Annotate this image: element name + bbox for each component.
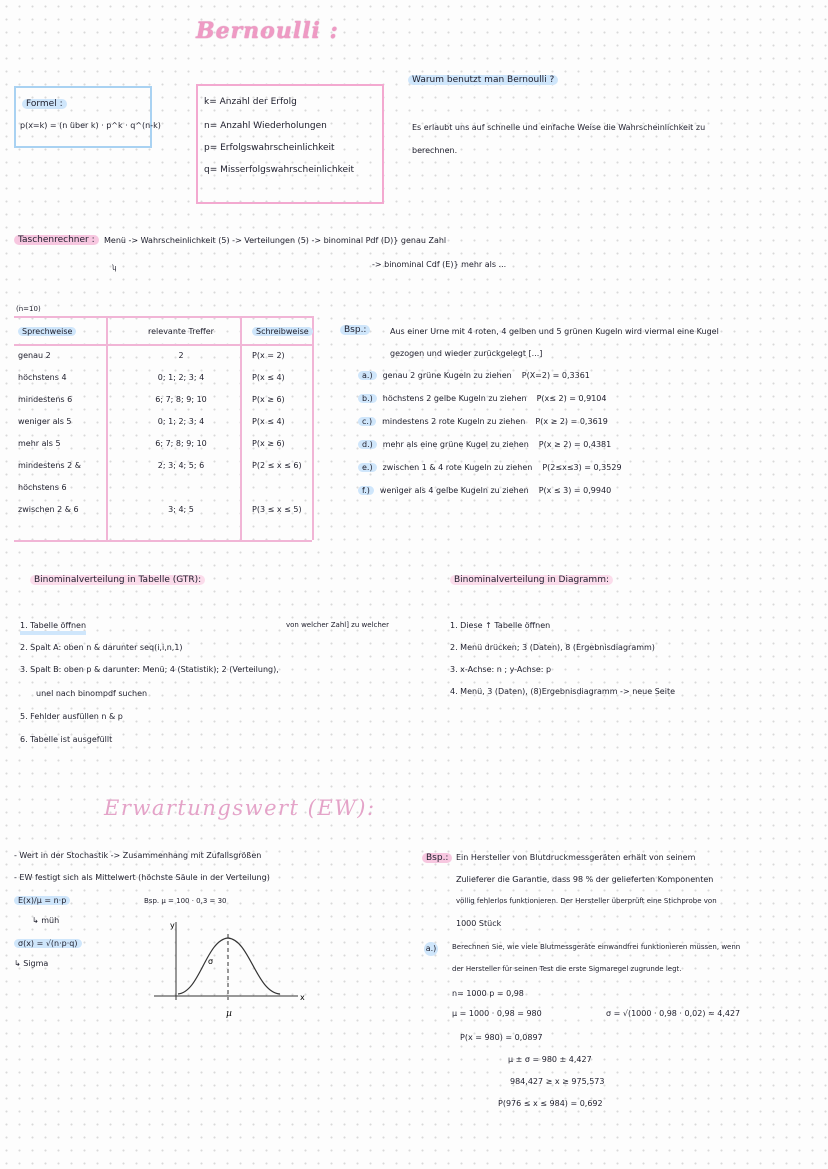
calculator-label: Taschenrechner :: [14, 235, 99, 245]
example-item: [358, 462, 622, 473]
example-item-letter: c.): [358, 417, 376, 426]
formula-label: Formel :: [22, 99, 67, 109]
gtr-table-note: von welcher Zahl] zu welcher: [286, 621, 389, 629]
ex2-a-text-2: der Hersteller für seinen Test die erste Sigmaregel zugrunde legt.: [452, 965, 682, 973]
ew-line-2: - EW festigt sich als Mittelwert (höchste Säule in der Verteilung): [14, 873, 270, 882]
table-cell: P(x ≤ 4): [252, 372, 285, 382]
table-cell: 0; 1; 2; 3; 4: [157, 416, 205, 426]
table-row: [14, 388, 326, 410]
why-answer-line-2: berechnen.: [412, 146, 458, 155]
example-item: [358, 439, 611, 450]
table-cell: mindestens 2 &: [18, 460, 81, 470]
ex2-calc: n= 1000 p = 0,98: [452, 989, 524, 998]
ew-formula-mean: E(x)/µ = n·p: [14, 896, 70, 905]
table-row: [14, 432, 326, 454]
formula-box: [14, 86, 161, 148]
gtr-diagram-step: 3. x-Achse: n ; y-Achse: p: [450, 665, 552, 674]
example-item-letter: e.): [358, 463, 377, 472]
ex2-calc: P(976 ≤ x ≤ 984) = 0,692: [498, 1099, 603, 1108]
table-cell: P(x ≤ 4): [252, 416, 285, 426]
example-item-result: P(x≤ 2) = 0,9104: [536, 394, 607, 403]
why-question: Warum benutzt man Bernoulli ?: [408, 75, 558, 85]
table-cell: P(x ≥ 6): [252, 438, 285, 448]
bell-curve: [178, 938, 280, 994]
ew-sigma: ↳ Sigma: [14, 959, 49, 968]
table-cell: 2: [178, 350, 184, 360]
table-cell: höchstens 4: [18, 372, 67, 382]
example-item-result: P(x ≥ 2) = 0,4381: [538, 440, 612, 449]
table-cell: 0; 1; 2; 3; 4: [157, 372, 205, 382]
table-cell: genau 2: [18, 350, 51, 360]
table-row: [14, 476, 326, 498]
ex2-a-label: a.): [424, 942, 438, 956]
table-cell: 2; 3; 4; 5; 6: [157, 460, 205, 470]
gtr-table-step: unel nach binompdf suchen: [36, 689, 148, 698]
variable-q: q= Misserfolgswahrscheinlichkeit: [204, 165, 355, 175]
example-item-text: weniger als 4 gelbe Kugeln zu ziehen: [379, 486, 529, 495]
gtr-table-title: Binominalverteilung in Tabelle (GTR):: [30, 575, 205, 585]
ex2-calc: µ = 1000 · 0,98 = 980: [452, 1009, 542, 1018]
table-header-row: [14, 318, 326, 344]
gtr-diagram-step: 2. Menü drücken; 3 (Daten), 8 (Ergebnisdiagramm): [450, 643, 655, 652]
ex2-a-text-1: Berechnen Sie, wie viele Blutmessgeräte einwandfrei funktionieren müssen, wenn: [452, 943, 741, 951]
gtr-diagram-title: Binominalverteilung in Diagramm:: [450, 575, 613, 585]
example-item-result: P(x ≤ 3) = 0,9940: [538, 486, 612, 495]
ex2-text-4: 1000 Stück: [456, 919, 502, 928]
ew-title: Erwartungswert (EW):: [104, 796, 376, 820]
table-cell: [248, 476, 326, 498]
formula-expression: p(x=k) = (n über k) · p^k · q^(n-k): [20, 121, 161, 130]
ew-line-1: - Wert in der Stochastik -> Zusammenhang mit Zufallsgrößen: [14, 851, 262, 860]
ew-muh: ↳ müh: [32, 916, 60, 925]
gtr-diagram-step: 4. Menü, 3 (Daten), (8)Ergebnisdiagramm -> neue Seite: [450, 687, 675, 696]
example-item-letter: d.): [358, 440, 377, 449]
table-cell: 6; 7; 8; 9; 10: [155, 394, 207, 404]
gtr-table-step: 1. Tabelle öffnen: [20, 620, 86, 635]
ex2-calc: µ ± σ = 980 ± 4,427: [508, 1055, 592, 1064]
table-cell: P(2 ≤ x ≤ 6): [252, 460, 302, 470]
example-text-2: gezogen und wieder zurückgelegt [...]: [390, 349, 543, 358]
table-row: [14, 410, 326, 432]
example-item-text: mehr als eine grüne Kugel zu ziehen: [382, 440, 529, 449]
table-cell: 3; 4; 5: [168, 504, 194, 514]
example-item-text: zwischen 1 & 4 rote Kugeln zu ziehen: [382, 463, 533, 472]
graph-sigma: σ: [208, 957, 214, 966]
example-item-result: P(X=2) = 0,3361: [521, 371, 590, 380]
table-cell: P(x ≥ 6): [252, 394, 285, 404]
calculator-path: Menü -> Wahrscheinlichkeit (5) -> Verteilungen (5) -> binominal Pdf (D)} genau Zahl: [104, 236, 447, 245]
table-cell: [114, 476, 248, 498]
example-text-1: Aus einer Urne mit 4 roten, 4 gelben und 5 grünen Kugeln wird viermal eine Kugel: [390, 327, 719, 336]
table-cell: mindestens 6: [18, 394, 73, 404]
example-item-letter: f.): [358, 486, 374, 495]
ex2-calc: 984,427 ≥ x ≥ 975,573: [510, 1077, 605, 1086]
example-item: [358, 370, 590, 381]
page-title: Bernoulli :: [196, 18, 339, 44]
example-item: [358, 393, 606, 404]
example-item: [358, 416, 608, 427]
gtr-table-step: 5. Fehlder ausfüllen n & p: [20, 712, 123, 721]
ex2-calc: σ = √(1000 · 0,98 · 0,02) ≈ 4,427: [606, 1009, 741, 1018]
table-cell: mehr als 5: [18, 438, 61, 448]
graph-y-label: y: [170, 921, 175, 930]
table-row: [14, 344, 326, 366]
example-label: Bsp.:: [340, 325, 370, 335]
ex2-calc: P(x = 980) = 0,0897: [460, 1033, 543, 1042]
example-item-result: P(x ≥ 2) = 0,3619: [535, 417, 608, 426]
variables-box: [196, 84, 384, 204]
table-row: [14, 498, 326, 520]
ex2-text-1: Ein Hersteller von Blutdruckmessgeräten erhält von seinem: [456, 853, 696, 862]
graph-mu: µ: [226, 1009, 232, 1019]
sprechweise-table: [14, 318, 326, 520]
table-cell: weniger als 5: [18, 416, 72, 426]
variable-p: p= Erfolgswahrscheinlichkeit: [204, 143, 335, 153]
ex2-text-2: Zulieferer die Garantie, dass 98 % der gelieferten Komponenten: [456, 875, 714, 884]
table-header: Schreibweise: [252, 327, 313, 336]
variable-k: k= Anzahl der Erfolg: [204, 97, 297, 107]
example-item-result: P(2≤x≤3) = 0,3529: [542, 463, 622, 472]
table-cell: P(3 ≤ x ≤ 5): [252, 504, 302, 514]
ew-formula-sigma: σ(x) = √(n·p·q): [14, 939, 82, 948]
ex2-text-3: völlig fehlerlos funktionieren. Der Hersteller überprüft eine Stichprobe von: [456, 897, 717, 905]
example-item-text: höchstens 2 gelbe Kugeln zu ziehen: [382, 394, 527, 403]
example-item-letter: b.): [358, 394, 377, 403]
variable-n: n= Anzahl Wiederholungen: [204, 121, 327, 131]
table-cell: höchstens 6: [18, 482, 67, 492]
table-header: relevante Treffer: [148, 326, 214, 336]
ew-example: Bsp. µ = 100 · 0,3 = 30: [144, 897, 227, 905]
table-cell: 6; 7; 8; 9; 10: [155, 438, 207, 448]
gtr-table-step: 3. Spalt B: oben p & darunter: Menü; 4 (Statistik); 2 (Verteilung),: [20, 665, 279, 674]
why-answer-line-1: Es erlaubt uns auf schnelle und einfache Weise die Wahrscheinlichkeit zu: [412, 123, 706, 132]
example-item-text: genau 2 grüne Kugeln zu ziehen: [382, 371, 512, 380]
graph-x-label: x: [300, 993, 305, 1002]
table-row: [14, 366, 326, 388]
ex2-label: Bsp.:: [422, 853, 452, 863]
example-item-letter: a.): [358, 371, 377, 380]
table-row: [14, 454, 326, 476]
bell-curve-sketch: [148, 916, 308, 1026]
table-n-note: (n=10): [16, 305, 41, 313]
gtr-table-step: 2. Spalt A: oben n & darunter seq(i,i,n,1): [20, 643, 183, 652]
calculator-path-2: -> binominal Cdf (E)} mehr als ...: [372, 260, 507, 269]
gtr-table-step: 6. Tabelle ist ausgefüllt: [20, 735, 113, 744]
example-item: [358, 485, 611, 496]
table-cell: P(x = 2): [252, 350, 285, 360]
gtr-diagram-step: 1. Diese ↑ Tabelle öffnen: [450, 621, 551, 630]
table-cell: zwischen 2 & 6: [18, 504, 79, 514]
example-item-text: mindestens 2 rote Kugeln zu ziehen: [382, 417, 526, 426]
table-header: Sprechweise: [18, 327, 76, 336]
